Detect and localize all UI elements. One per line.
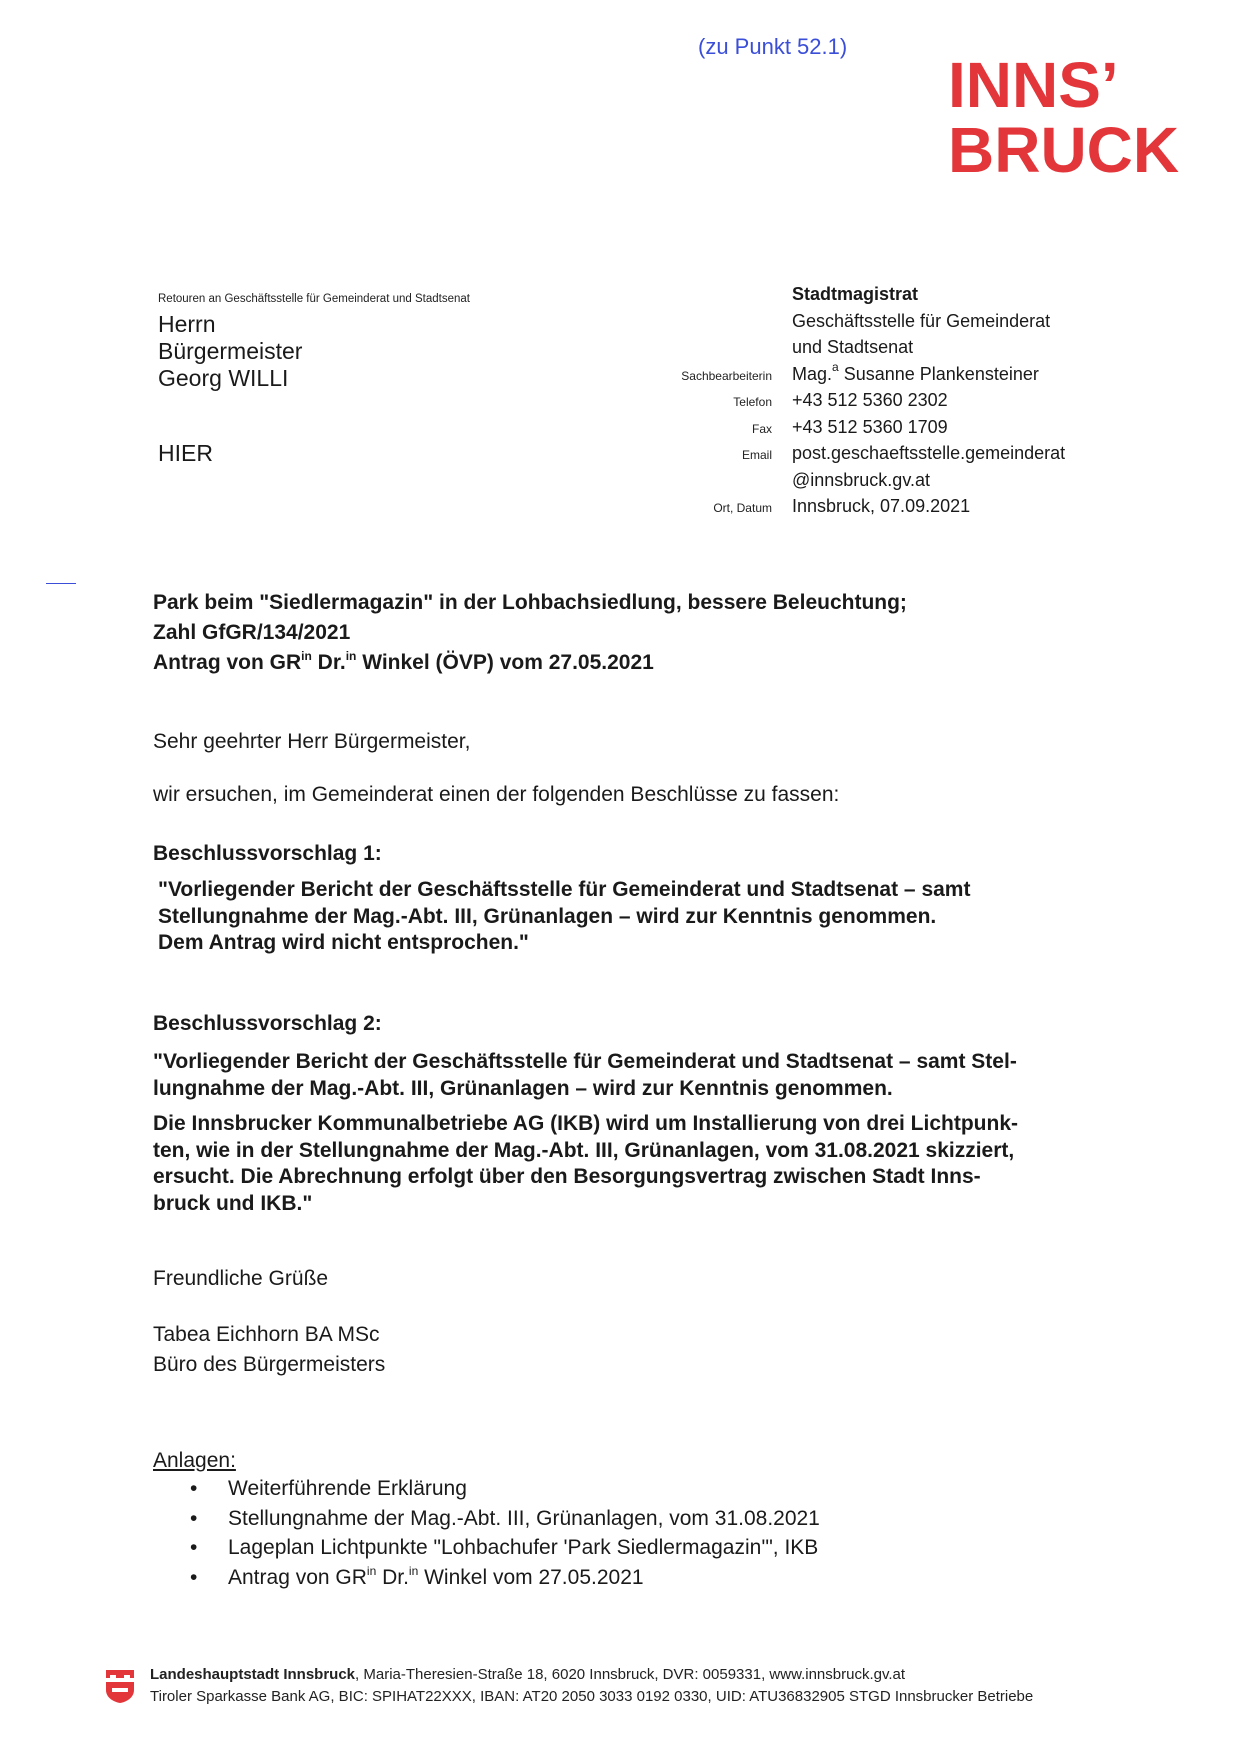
clerk-name: Mag.$^a$ Susanne Plankensteiner: [792, 359, 1039, 384]
salutation: Sehr geehrter Herr Bürgermeister,: [153, 730, 471, 753]
phone-label: Telefon: [733, 395, 772, 409]
proposal-line: Stellungnahme der Mag.-Abt. III, Grünanlagen – wird zur Kenntnis genommen.: [158, 904, 937, 928]
proposal1-heading: Beschlussvorschlag 1:: [153, 842, 382, 865]
logo-line2: BRUCK: [948, 114, 1180, 182]
fold-mark: [46, 583, 76, 584]
closing: Freundliche Grüße: [153, 1267, 329, 1290]
proposal-line: ersucht. Die Abrechnung erfolgt über den Besorgungsvertrag zwischen Stadt Inns-: [153, 1165, 981, 1188]
proposal-line: ten, wie in der Stellungnahme der Mag.-Abt. III, Grünanlagen, vom 31.08.2021 skizziert,: [153, 1138, 1015, 1162]
fax-number: +43 512 5360 1709: [792, 416, 948, 437]
proposal-line: Die Innsbrucker Kommunalbetriebe AG (IKB) wird um Installierung von drei Lichtpunk-: [153, 1112, 1018, 1135]
proposal1-text: [158, 877, 970, 957]
sender-labels: [560, 283, 772, 522]
signatory-office: Büro des Bürgermeisters: [153, 1353, 386, 1376]
proposal2-heading: Beschlussvorschlag 2:: [153, 1012, 382, 1035]
footer: [102, 1664, 1142, 1714]
sender-office: Stadtmagistrat: [792, 284, 919, 304]
email-address: post.geschaeftsstelle.gemeinderat: [792, 443, 1066, 463]
footer-line2: Tiroler Sparkasse Bank AG, BIC: SPIHAT22XXX, IBAN: AT20 2050 3033 0192 0330, UID: ATU36832905 STGD Innsbrucker Betriebe: [150, 1688, 1034, 1705]
subject-line: Antrag von $GR^{in}$ Dr.$^{in}$ Winkel (ÖVP) vom 27.05.2021: [153, 649, 654, 674]
footer-line1: Landeshauptstadt Innsbruck, Maria-Theresien-Straße 18, 6020 Innsbruck, DVR: 0059331, www.innsbruck.gv.at: [150, 1666, 906, 1683]
subject-line: Park beim "Siedlermagazin" in der Lohbachsiedlung, bessere Beleuchtung;: [153, 591, 907, 614]
intro-text: wir ersuchen, im Gemeinderat einen der folgenden Beschlüsse zu fassen:: [153, 783, 840, 806]
date-label: Ort, Datum: [713, 501, 772, 515]
recipient-line: Bürgermeister: [158, 338, 303, 364]
recipient-line: Georg WILLI: [158, 365, 289, 391]
recipient-place: HIER: [158, 440, 213, 466]
returns-note: Retouren an Geschäftsstelle für Gemeinderat und Stadtsenat: [158, 293, 470, 305]
place-date: Innsbruck, 07.09.2021: [792, 496, 971, 516]
list-item: • Weiterführende Erklärung: [190, 1474, 820, 1504]
proposal-line: "Vorliegender Bericht der Geschäftsstelle für Gemeinderat und Stadtsenat – samt Stel-: [153, 1050, 1017, 1073]
list-item: • Antrag von $GR^{in}$ Dr.$^{in}$ Winkel vom 27.05.2021: [190, 1563, 820, 1593]
sender-department: Geschäftsstelle für Gemeinderat: [792, 310, 1051, 331]
proposal-line: lungnahme der Mag.-Abt. III, Grünanlagen – wird zur Kenntnis genommen.: [153, 1076, 893, 1100]
sender-department: und Stadtsenat: [792, 337, 914, 357]
reference-note: (zu Punkt 52.1): [698, 34, 848, 59]
email-label: Email: [741, 448, 772, 462]
clerk-label: Sachbearbeiterin: [681, 368, 772, 383]
signatory: [153, 1320, 385, 1380]
innsbruck-logo: [948, 52, 1198, 182]
sender-block: [792, 281, 1065, 520]
proposal-line: "Vorliegender Bericht der Geschäftsstelle für Gemeinderat und Stadtsenat – samt: [158, 878, 971, 901]
signatory-name: Tabea Eichhorn BA MSc: [153, 1323, 380, 1346]
logo-line1: INNS’: [948, 52, 1119, 121]
proposal-line: bruck und IKB.": [153, 1191, 313, 1215]
list-item: • Stellungnahme der Mag.-Abt. III, Grünanlagen, vom 31.08.2021: [190, 1504, 820, 1534]
annex-heading: Anlagen:: [153, 1449, 236, 1472]
subject-line: Zahl GfGR/134/2021: [153, 621, 351, 644]
email-address: @innsbruck.gv.at: [792, 469, 930, 490]
list-item: • Lageplan Lichtpunkte "Lohbachufer 'Park Siedlermagazin'", IKB: [190, 1533, 820, 1563]
fax-label: Fax: [751, 421, 772, 436]
city-crest-icon: [104, 1668, 136, 1704]
subject-block: [153, 588, 907, 678]
recipient-line: Herrn: [158, 311, 216, 337]
proposal2-text: [153, 1049, 1018, 1217]
proposal-line: Dem Antrag wird nicht entsprochen.": [158, 931, 529, 954]
recipient-address: [158, 311, 302, 392]
phone-number: +43 512 5360 2302: [792, 390, 948, 410]
annex-list: [190, 1474, 820, 1592]
